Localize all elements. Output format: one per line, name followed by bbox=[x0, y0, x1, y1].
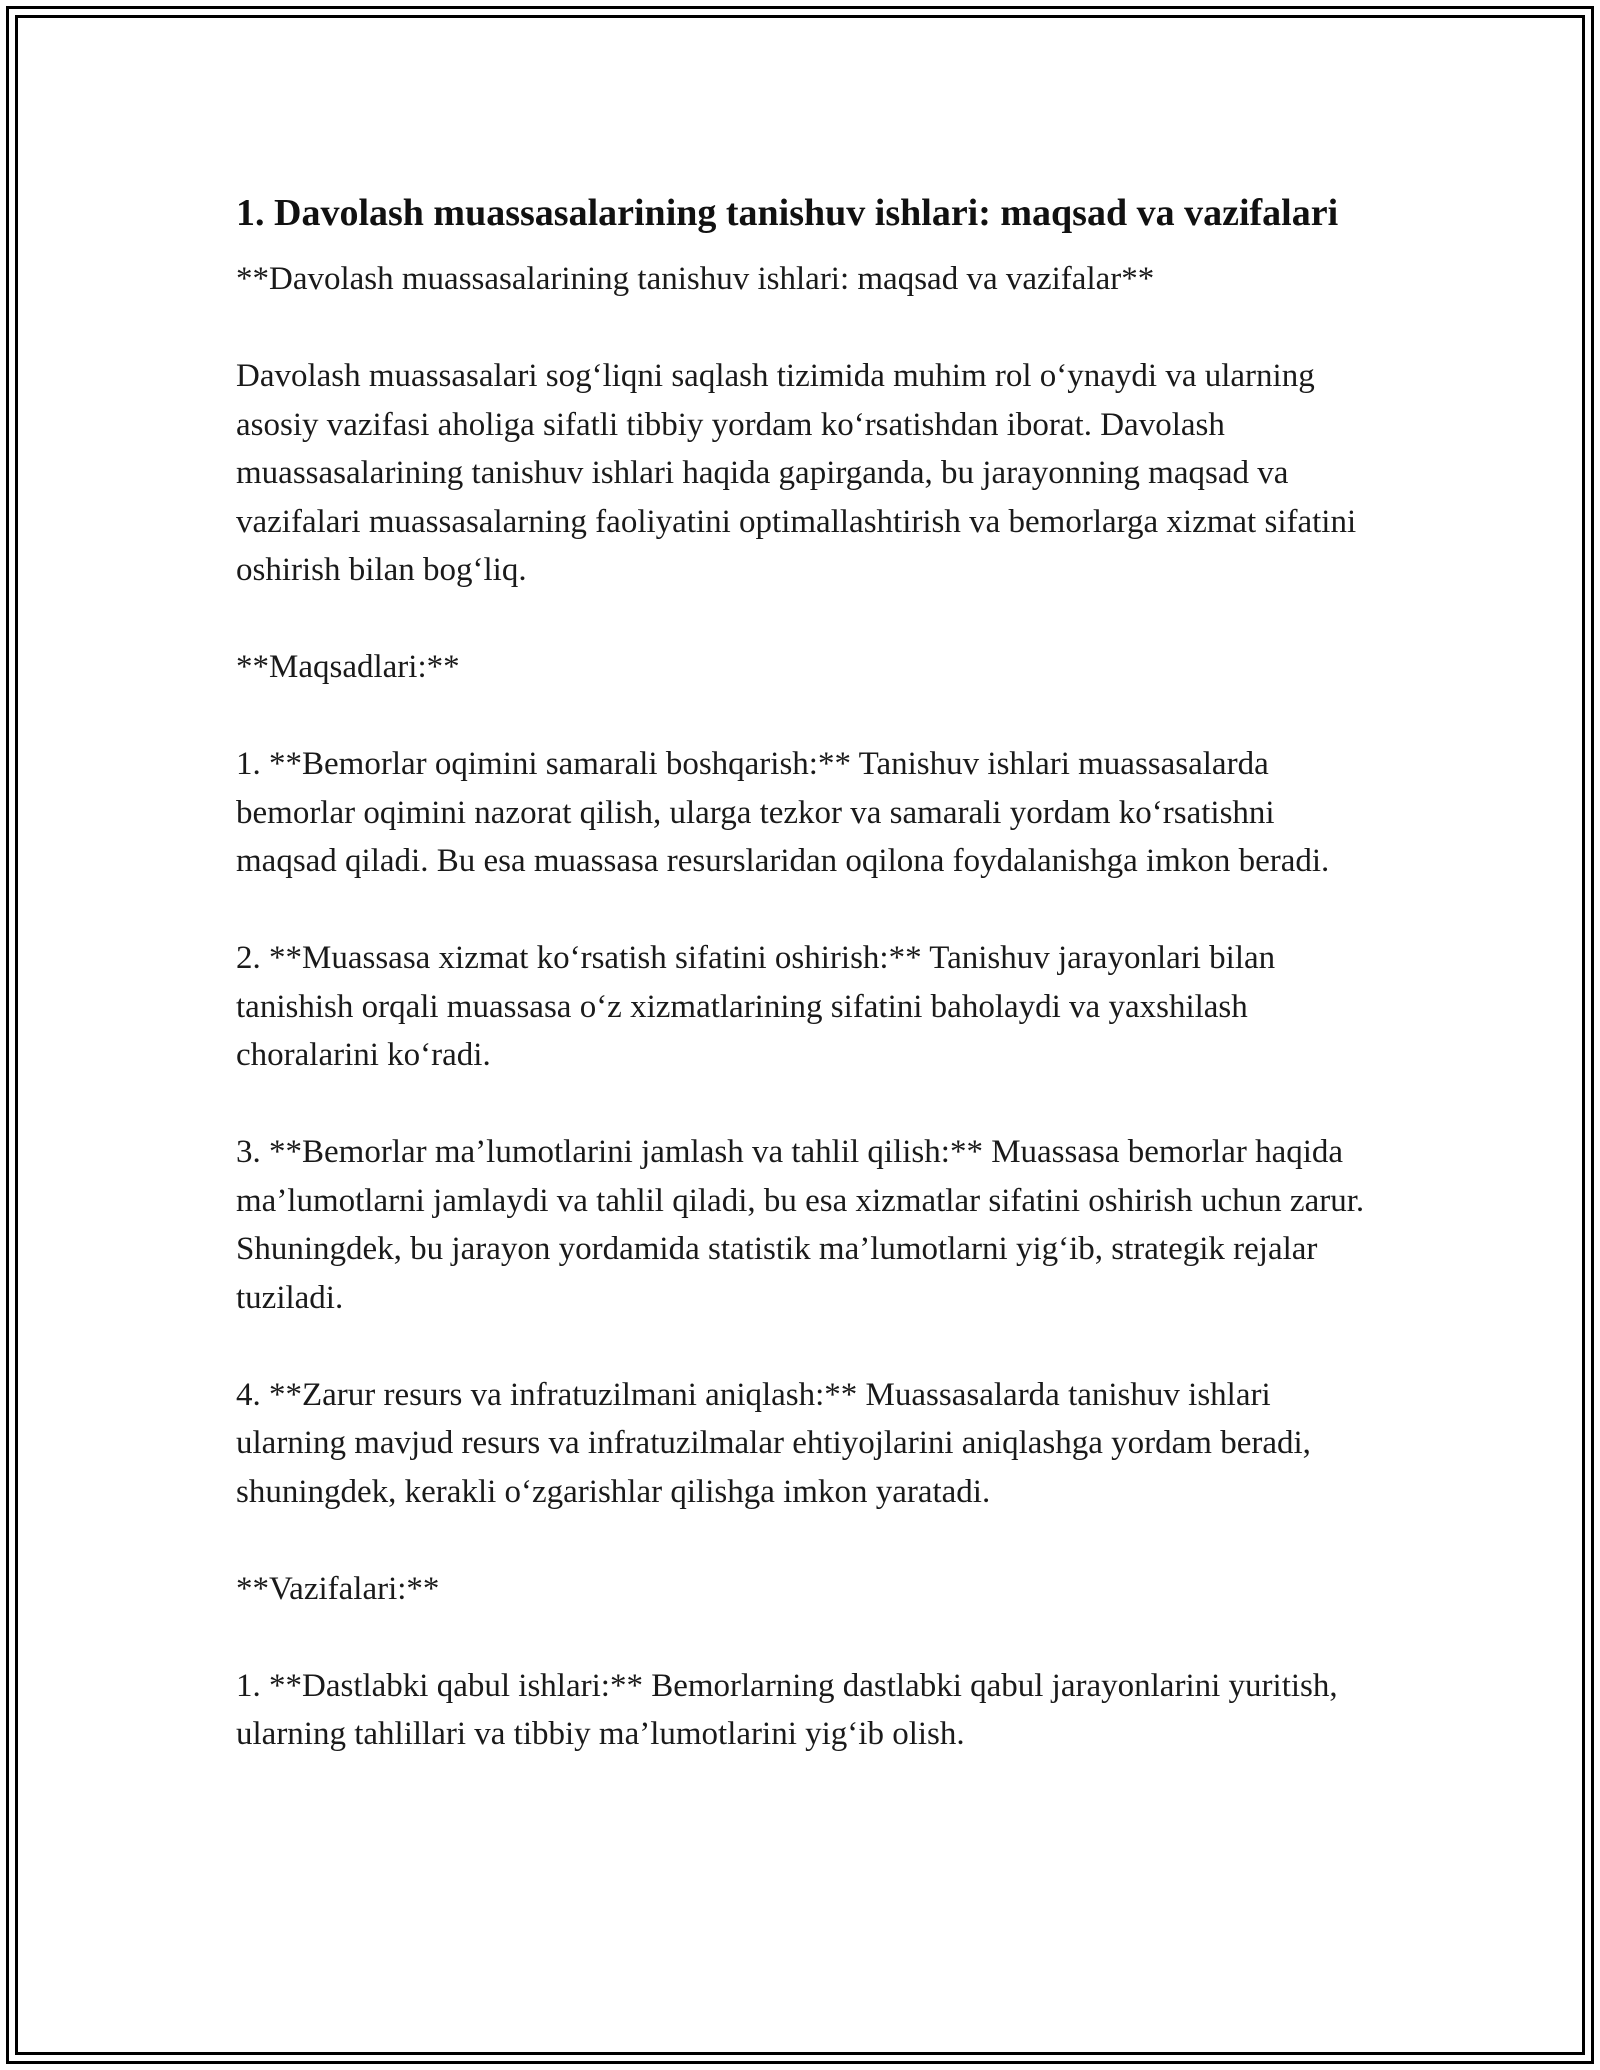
document-body bbox=[236, 186, 1376, 1807]
document-heading: 1. Davolash muassasalarining tanishuv ishlari: maqsad va vazifalari bbox=[236, 192, 1339, 234]
goal-item: 1. **Bemorlar oqimini samarali boshqarish:** Tanishuv ishlari muassasalarda bemorlar oqimini nazorat qilish, ularga tezkor va samarali yordam ko‘rsatishni maqsad qiladi. Bu esa muassasa resurslaridan oqilona foydalanishga imkon beradi. bbox=[236, 746, 1330, 879]
goals-heading: **Maqsadlari:** bbox=[236, 649, 460, 685]
goal-item: 3. **Bemorlar ma’lumotlarini jamlash va tahlil qilish:** Muassasa bemorlar haqida ma’lumotlarni jamlaydi va tahlil qiladi, bu esa xizmatlar sifatini oshirish uchun zarur. Shuningdek, bu jarayon yordamida statistik ma’lumotlarni yig‘ib, strategik rejalar tuziladi. bbox=[236, 1134, 1365, 1316]
intro-paragraph: Davolash muassasalari sog‘liqni saqlash tizimida muhim rol o‘ynaydi va ularning asosiy vazifasi aholiga sifatli tibbiy yordam ko‘rsatishdan iborat. Davolash muassasalarining tanishuv ishlari haqida gapirganda, bu jarayonning maqsad va vazifalari muassasalarning faoliyatini optimallashtirish va bemorlarga xizmat sifatini oshirish bilan bog‘liq. bbox=[236, 358, 1357, 588]
tasks-heading: **Vazifalari:** bbox=[236, 1570, 440, 1607]
document-subtitle: **Davolash muassasalarining tanishuv ishlari: maqsad va vazifalar** bbox=[236, 261, 1155, 297]
task-item: 1. **Dastlabki qabul ishlari:** Bemorlarning dastlabki qabul jarayonlarini yuritish, ularning tahlillari va tibbiy ma’lumotlarini yig‘ib olish. bbox=[236, 1667, 1338, 1752]
goal-item: 4. **Zarur resurs va infratuzilmani aniqlash:** Muassasalarda tanishuv ishlari ularning mavjud resurs va infratuzilmalar ehtiyojlarini aniqlashga yordam beradi, shuningdek, kerakli o‘zgarishlar qilishga imkon yaratadi. bbox=[236, 1376, 1311, 1510]
goal-item: 2. **Muassasa xizmat ko‘rsatish sifatini oshirish:** Tanishuv jarayonlari bilan tanishish orqali muassasa o‘z xizmatlarining sifatini baholaydi va yaxshilash choralarini ko‘radi. bbox=[236, 940, 1276, 1073]
